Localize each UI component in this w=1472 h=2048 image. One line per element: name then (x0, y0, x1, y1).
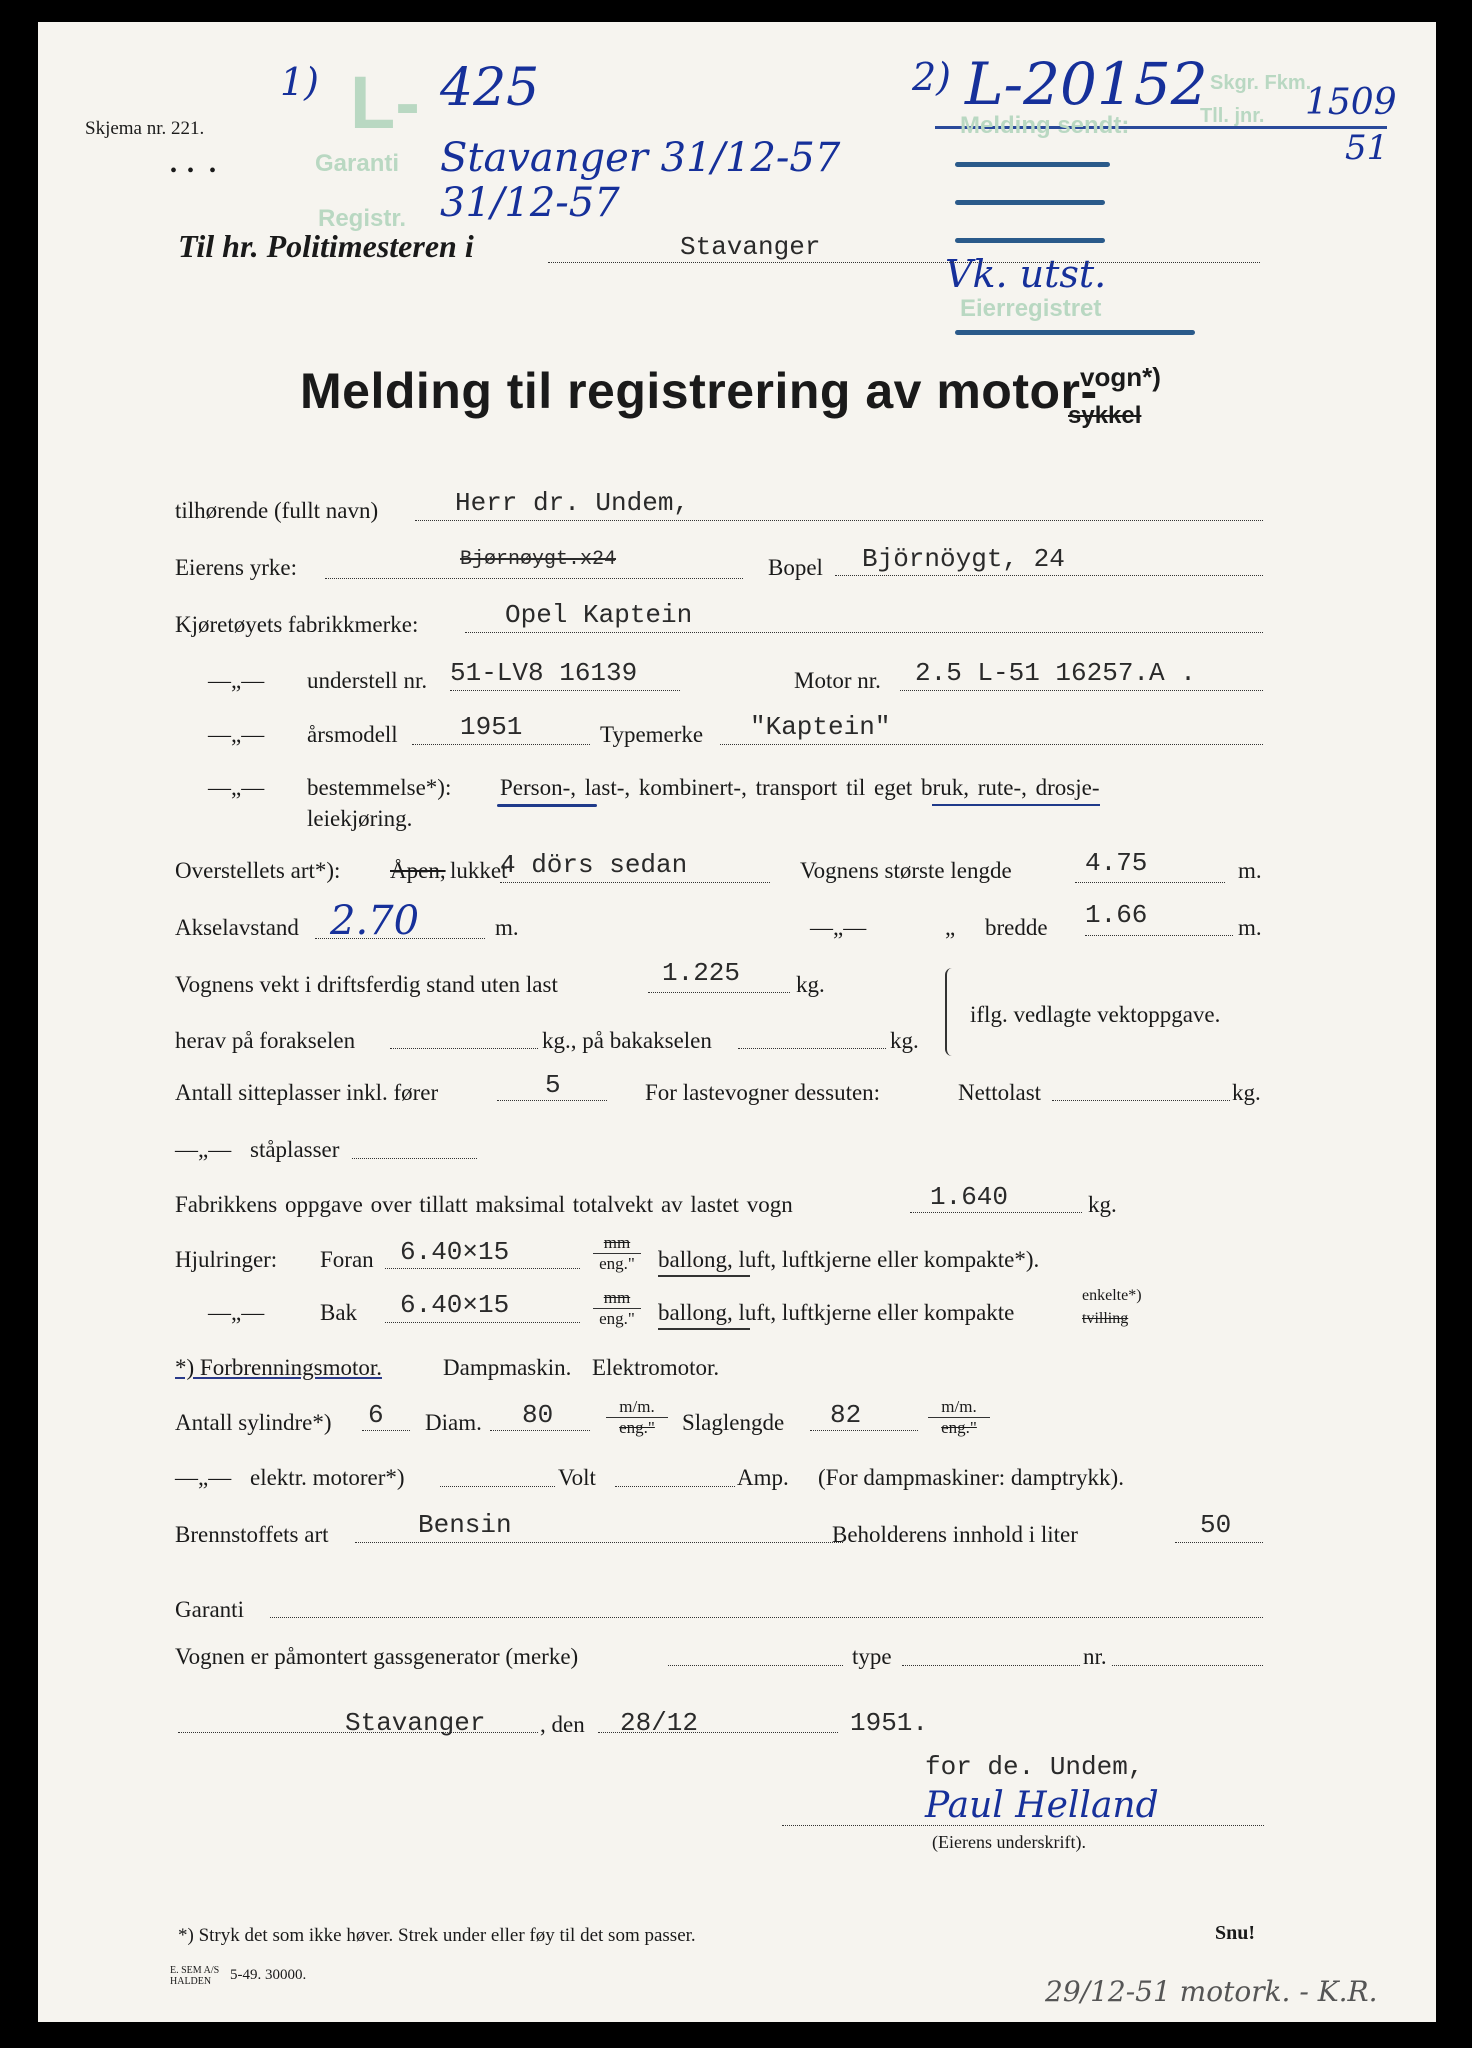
date-line (598, 1732, 838, 1733)
dash-mark: —„— (208, 722, 265, 747)
max-weight-label: Fabrikkens oppgave over tillatt maksimal totalvekt av lastet vogn (175, 1192, 793, 1217)
turn-over: Snu! (1215, 1922, 1256, 1944)
gas-nr-label: nr. (1083, 1644, 1107, 1669)
side-number: 1509 (1305, 82, 1397, 123)
underline-mark (932, 804, 1100, 806)
gas-nr-line (1112, 1665, 1263, 1666)
handwritten-date-1: Stavanger 31/12-57 (440, 135, 841, 181)
width-line (1085, 935, 1233, 936)
width-value: 1.66 (1085, 900, 1148, 930)
tires-rear-side: Bak (320, 1300, 358, 1325)
stamp-garanti: Garanti (315, 150, 400, 177)
addressee-label: Til hr. Politimesteren i (178, 228, 474, 264)
residence-value: Björnöygt, 24 (862, 544, 1065, 574)
model-year-value: 1951 (460, 712, 523, 742)
stamp-right-1: Skgr. Fkm. (1210, 72, 1312, 94)
gas-type-label: type (852, 1644, 892, 1669)
body-line (500, 882, 770, 883)
signature: Paul Helland (925, 1785, 1159, 1826)
body-label: Overstellets art*): (175, 858, 341, 883)
title-vogn: vogn*) (1080, 362, 1161, 392)
net-load-label: Nettolast (958, 1080, 1042, 1105)
diam-unit (606, 1397, 668, 1438)
purpose-label: bestemmelse*): (307, 775, 452, 800)
max-weight-line (910, 1212, 1082, 1213)
net-load-unit: kg. (1232, 1080, 1261, 1105)
front-axle-line (390, 1048, 538, 1049)
amp-line (615, 1486, 735, 1487)
cylinders-label: Antall sylindre*) (175, 1410, 332, 1435)
tank-value: 50 (1200, 1510, 1232, 1540)
steam-note: (For dampmaskiner: damptrykk). (818, 1465, 1124, 1490)
weight-note: iflg. vedlagte vektoppgave. (970, 1002, 1221, 1027)
registration-number-1: 425 (440, 58, 540, 118)
make-line (465, 632, 1263, 633)
tires-single: enkelte*) (1082, 1287, 1142, 1304)
width-label: bredde (985, 915, 1048, 940)
stroke-unit (928, 1397, 990, 1438)
tires-front-value: 6.40×15 (400, 1237, 510, 1267)
signature-caption: (Eierens underskrift). (932, 1832, 1086, 1852)
dash-mark: —„— (810, 915, 867, 940)
body-after: lukket (450, 858, 508, 883)
strike-mark (955, 200, 1105, 205)
stamp-right-3: Melding sendt: (960, 112, 1130, 139)
rear-axle-label: kg., på bakakselen (542, 1028, 712, 1053)
side-number-2: 51 (1345, 128, 1389, 168)
type-mark-label: Typemerke (600, 722, 704, 747)
wheelbase-label: Akselavstand (175, 915, 299, 940)
truck-label: For lastevogner dessuten: (645, 1080, 881, 1105)
occupation-label: Eierens yrke: (175, 555, 297, 580)
handwritten-note: Vk. utst. (945, 252, 1107, 296)
tires-front-side: Foran (320, 1247, 374, 1272)
signature-date: 28/12 (620, 1708, 699, 1738)
print-info: 5-49. 30000. (230, 1967, 307, 1983)
signature-line (782, 1825, 1264, 1826)
diam-value: 80 (522, 1400, 554, 1430)
chassis-line (450, 690, 680, 691)
unit-eng: eng." (941, 1418, 977, 1437)
stroke-label: Slaglengde (682, 1410, 785, 1435)
length-line (1075, 882, 1225, 883)
length-unit: m. (1238, 858, 1262, 883)
motor-line (900, 690, 1263, 691)
occupation-line (325, 578, 743, 579)
unit-mm: m/m. (606, 1397, 668, 1418)
tires-rear-line (385, 1322, 580, 1323)
signature-den: , den (540, 1712, 585, 1737)
guarantee-label: Garanti (175, 1597, 244, 1622)
tank-line (1175, 1542, 1263, 1543)
rear-axle-unit: kg. (890, 1028, 919, 1053)
on-behalf: for de. Undem, (925, 1752, 1144, 1782)
footnote: *) Stryk det som ikke høver. Strek under eller føy til det som passer. (178, 1925, 696, 1946)
make-value: Opel Kaptein (505, 600, 693, 630)
stamp-right-4: Eierregistret (960, 295, 1102, 322)
owner-line (415, 520, 1263, 521)
stroke-value: 82 (830, 1400, 862, 1430)
net-load-line (1052, 1100, 1230, 1101)
form-title: Melding til registrering av motor- (300, 363, 1098, 419)
rear-axle-line (738, 1048, 886, 1049)
purpose-options-2: leiekjøring. (307, 806, 413, 831)
unit-eng: eng." (619, 1418, 655, 1437)
tires-label: Hjulringer: (175, 1247, 278, 1272)
underline-mark (658, 1328, 750, 1330)
type-mark-line (720, 744, 1263, 745)
stamp-right-2: Tll. jnr. (1200, 105, 1265, 127)
body-value: 4 dörs sedan (500, 850, 688, 880)
residence-label: Bopel (768, 555, 823, 580)
seats-line (497, 1100, 607, 1101)
tires-front-unit (593, 1233, 641, 1274)
weight-unit: kg. (796, 972, 825, 997)
motor-value: 2.5 L-51 16257.A . (915, 658, 1196, 688)
standing-line (352, 1158, 477, 1159)
stamp-registr: Registr. (318, 205, 407, 232)
tires-rear-value: 6.40×15 (400, 1290, 510, 1320)
dash-mark: —„— (175, 1137, 232, 1162)
hand-mark-1: 1) (280, 60, 320, 104)
seats-label: Antall sitteplasser inkl. fører (175, 1080, 439, 1105)
width-unit: m. (1238, 915, 1262, 940)
cylinders-value: 6 (368, 1400, 384, 1430)
dash-mark: —„— (208, 668, 265, 693)
guarantee-line (270, 1617, 1263, 1618)
quote-mark: „ (945, 915, 956, 940)
brace (945, 968, 959, 1056)
model-year-line (412, 744, 590, 745)
amp-label: Amp. (737, 1465, 789, 1490)
stroke-line (810, 1430, 918, 1431)
fuel-line (355, 1542, 843, 1543)
unit-eng: eng." (599, 1254, 635, 1273)
cylinders-line (362, 1430, 410, 1431)
title-sykkel: sykkel (1068, 402, 1142, 429)
tires-rear-unit (593, 1288, 641, 1329)
front-axle-label: herav på forakselen (175, 1028, 356, 1053)
tires-twin: tvilling (1082, 1310, 1129, 1327)
purpose-options: Person-, last-, kombinert-, transport til eget bruk, rute-, drosje- (500, 775, 1100, 800)
dash-mark: —„— (208, 775, 265, 800)
diam-line (490, 1430, 590, 1431)
volt-line (440, 1486, 555, 1487)
handwritten-footer: 29/12-51 motork. - K.R. (1045, 1975, 1378, 2008)
motor-label: Motor nr. (794, 668, 881, 693)
weight-line (648, 992, 790, 993)
engine-combustion: *) Forbrenningsmotor. (175, 1355, 382, 1380)
unit-mm: mm (593, 1233, 641, 1254)
gas-generator-label: Vognen er påmontert gassgenerator (merke) (175, 1644, 579, 1669)
electric-label: elektr. motorer*) (250, 1465, 405, 1490)
engine-steam: Dampmaskin. (443, 1355, 572, 1380)
unit-mm: m/m. (928, 1397, 990, 1418)
wheelbase-unit: m. (495, 915, 519, 940)
fuel-value: Bensin (418, 1510, 512, 1540)
unit-mm: mm (593, 1288, 641, 1309)
fuel-label: Brennstoffets art (175, 1522, 329, 1547)
handwritten-date-2: 31/12-57 (440, 180, 620, 226)
form-number: Skjema nr. 221. (85, 118, 205, 139)
form-page (38, 22, 1436, 2022)
chassis-label: understell nr. (307, 668, 428, 693)
underline-mark (497, 804, 597, 807)
strike-mark (955, 238, 1105, 243)
tires-front-options: ballong, luft, luftkjerne eller kompakte*). (658, 1247, 1040, 1272)
engine-electric: Elektromotor. (592, 1355, 720, 1380)
weight-label: Vognens vekt i driftsferdig stand uten last (175, 972, 558, 997)
addressee-line (548, 262, 1260, 263)
gas-type-line (902, 1665, 1080, 1666)
body-struck: Åpen, (390, 858, 446, 883)
diam-label: Diam. (425, 1410, 482, 1435)
signature-year: 1951. (850, 1708, 929, 1738)
type-mark-value: "Kaptein" (750, 712, 891, 742)
seats-value: 5 (545, 1070, 561, 1100)
dot-marks: • • • (170, 160, 217, 182)
weight-value: 1.225 (662, 958, 741, 988)
signature-place: Stavanger (345, 1708, 486, 1738)
model-year-label: årsmodell (307, 722, 398, 747)
make-label: Kjøretøyets fabrikkmerke: (175, 612, 419, 637)
strike-mark (955, 162, 1110, 167)
residence-line (835, 575, 1263, 576)
occupation-value: Bjørnøygt.x24 (460, 548, 617, 571)
max-weight-value: 1.640 (930, 1182, 1009, 1212)
tires-front-line (385, 1268, 580, 1269)
unit-eng: eng." (599, 1309, 635, 1328)
owner-label: tilhørende (fullt navn) (175, 498, 379, 523)
volt-label: Volt (558, 1465, 596, 1490)
stamp-letter: L- (350, 61, 420, 144)
tank-label: Beholderens innhold i liter (832, 1522, 1078, 1547)
strike-mark (955, 330, 1195, 335)
max-weight-unit: kg. (1088, 1192, 1117, 1217)
gas-generator-line (668, 1665, 843, 1666)
printer-mark: E. SEM A/S HALDEN (170, 1965, 220, 1987)
underline-mark (658, 1275, 750, 1277)
length-label: Vognens største lengde (800, 858, 1012, 883)
wheelbase-value: 2.70 (330, 898, 420, 944)
dash-mark: —„— (175, 1465, 232, 1490)
wheelbase-line (315, 938, 485, 939)
hand-mark-2: 2) (912, 55, 952, 99)
dash-mark: —„— (208, 1300, 265, 1325)
chassis-value: 51-LV8 16139 (450, 658, 638, 688)
tires-rear-options: ballong, luft, luftkjerne eller kompakte (658, 1300, 1015, 1325)
standing-label: ståplasser (250, 1137, 340, 1162)
registration-number-2: L-20152 (965, 50, 1208, 118)
owner-value: Herr dr. Undem, (455, 488, 690, 518)
addressee-value: Stavanger (680, 232, 821, 262)
length-value: 4.75 (1085, 848, 1148, 878)
